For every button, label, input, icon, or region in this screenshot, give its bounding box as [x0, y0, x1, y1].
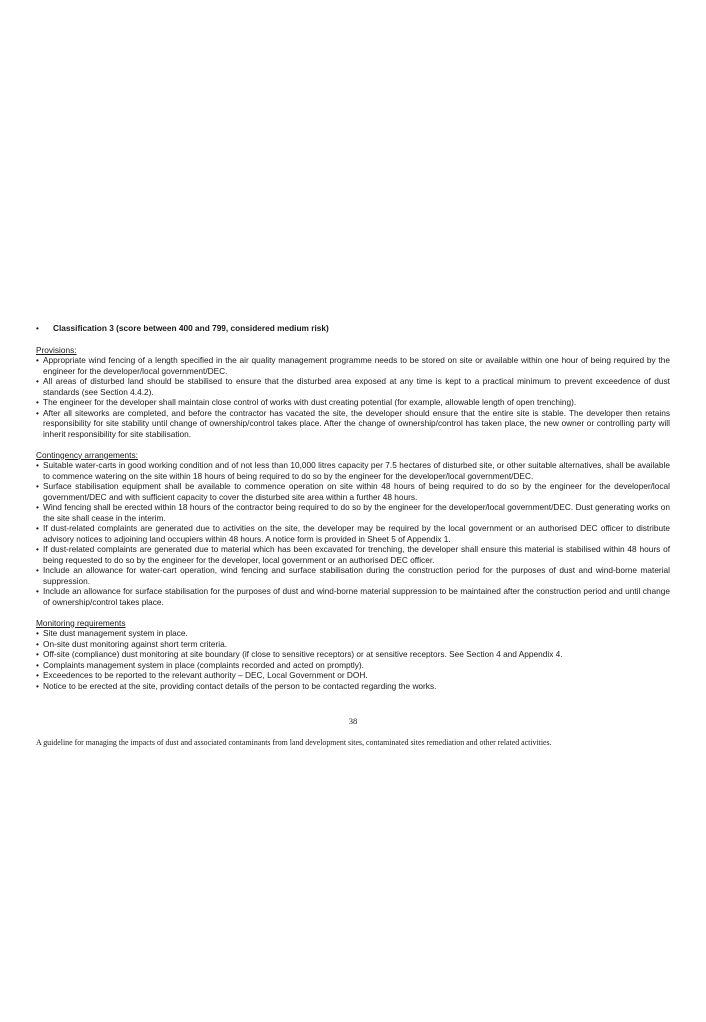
list-item: • Surface stabilisation equipment shall be available to commence operation on site within 48 hours of being required to do so by the engineer for the developer/local government/DEC and with sufficient capacity to cover the disturbed site area within a further 48 hours. — [36, 481, 670, 502]
monitoring-list — [36, 628, 670, 691]
list-item: • After all siteworks are completed, and before the contractor has vacated the site, the developer should ensure that the entire site is stable. The developer then retains responsibility for site stability until change of ownership/control takes place. After the change of ownership/control has taken place, the new owner or controlling party will inherit responsibility for site stabilisation. — [36, 408, 670, 440]
list-item: • Wind fencing shall be erected within 18 hours of the contractor being required to do so by the engineer for the developer/local government/DEC. Dust generating works on the site shall cease in the interim. — [36, 502, 670, 523]
list-item: • On-site dust monitoring against short term criteria. — [36, 639, 670, 650]
bullet-icon: • — [36, 323, 39, 333]
list-item: • Exceedences to be reported to the relevant authority – DEC, Local Government or DOH. — [36, 670, 670, 681]
monitoring-section — [36, 618, 670, 692]
page-number: 38 — [348, 716, 358, 726]
classification-title: Classification 3 (score between 400 and 799, considered medium risk) — [53, 323, 329, 333]
classification-heading — [36, 323, 670, 334]
provisions-section — [36, 345, 670, 440]
list-item: • If dust-related complaints are generated due to material which has been excavated for trenching, the developer shall ensure this material is stabilised within 48 hours of being requested to do so by the engineer for the developer, local government or an authorised DEC officer. — [36, 544, 670, 565]
list-item: • Include an allowance for water-cart operation, wind fencing and surface stabilisation during the construction period for the purposes of dust and wind-borne material suppression. — [36, 565, 670, 586]
list-item: • Suitable water-carts in good working condition and of not less than 10,000 litres capacity per 7.5 hectares of disturbed site, or other suitable alternatives, shall be available to commence watering on the site within 18 hours of being required to do so by the engineer for the developer/local government/DEC. — [36, 460, 670, 481]
list-item: • Complaints management system in place (complaints recorded and acted on promptly). — [36, 660, 670, 671]
list-item: • The engineer for the developer shall maintain close control of works with dust creating potential (for example, allowable length of open trenching). — [36, 397, 670, 408]
list-item: • Appropriate wind fencing of a length specified in the air quality management programme needs to be stored on site or available within one hour of being required by the engineer for the developer/local government/DEC. — [36, 355, 670, 376]
list-item: • Off-site (compliance) dust monitoring at site boundary (if close to sensitive receptors) or at sensitive receptors. See Section 4 and Appendix 4. — [36, 649, 670, 660]
list-item: • Notice to be erected at the site, providing contact details of the person to be contacted regarding the works. — [36, 681, 670, 692]
monitoring-title: Monitoring requirements — [36, 617, 126, 628]
provisions-title: Provisions: — [36, 344, 77, 355]
list-item: • All areas of disturbed land should be stabilised to ensure that the disturbed area exposed at any time is kept to a practical minimum to prevent exceedence of dust standards (see Section 4.4.2). — [36, 376, 670, 397]
footer-text: A guideline for managing the impacts of dust and associated contaminants from land development sites, contaminated sites remediation and other related activities. — [36, 738, 552, 747]
list-item: • Site dust management system in place. — [36, 628, 670, 639]
list-item: • If dust-related complaints are generated due to activities on the site, the developer may be required by the local government or an authorised DEC officer to distribute advisory notices to adjoining land occupiers within 48 hours. A notice form is provided in Sheet 5 of Appendix 1. — [36, 523, 670, 544]
document-body — [36, 323, 670, 702]
contingency-list — [36, 460, 670, 607]
contingency-section — [36, 450, 670, 608]
contingency-title: Contingency arrangements: — [36, 449, 138, 460]
list-item: • Include an allowance for surface stabilisation for the purposes of dust and wind-borne material suppression to be maintained after the construction period and until change of ownership/control takes place. — [36, 586, 670, 607]
provisions-list — [36, 355, 670, 439]
